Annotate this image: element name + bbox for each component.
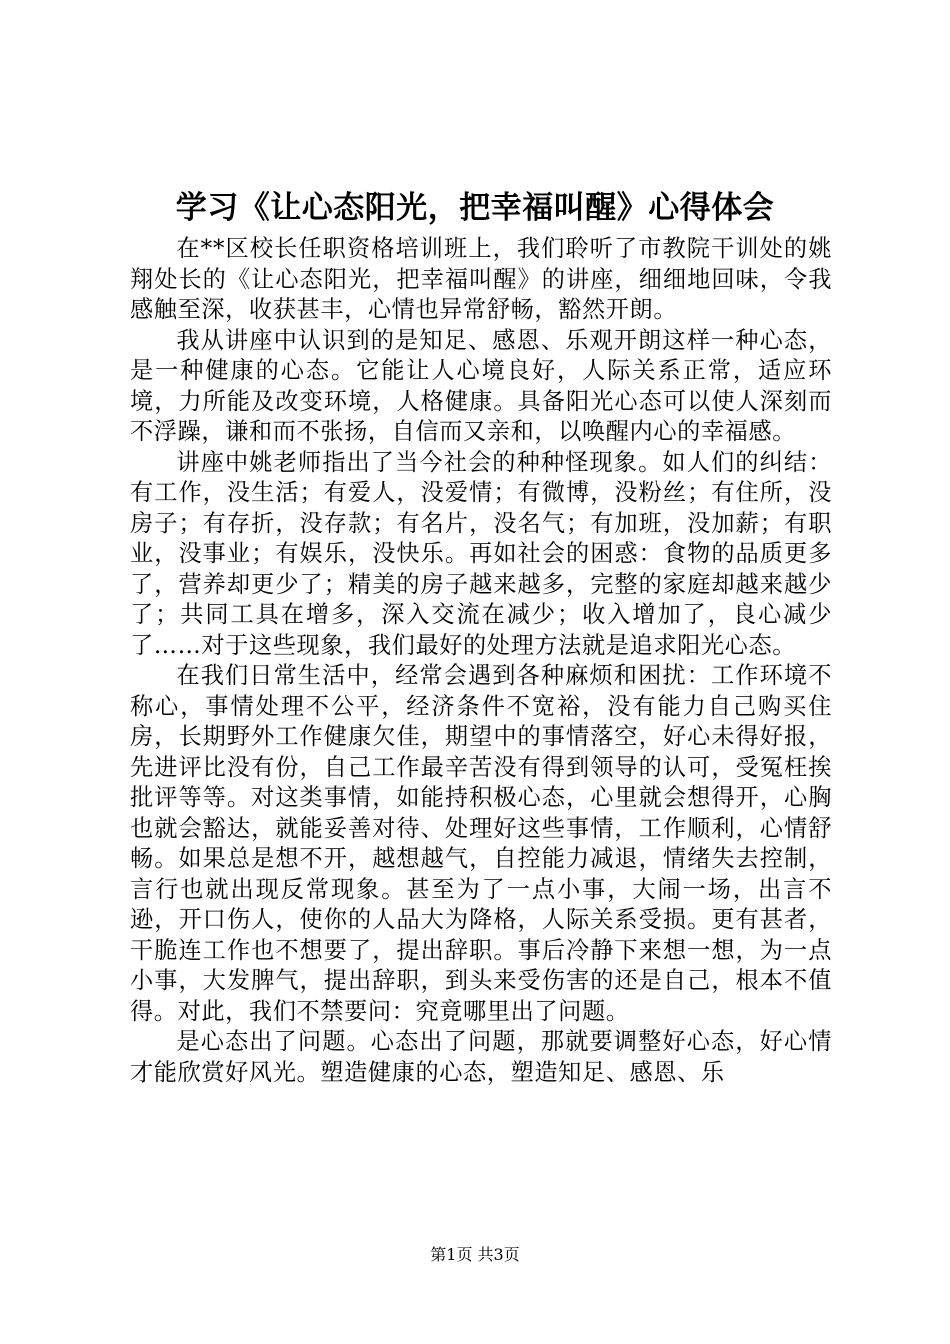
page-footer: 第1页 共3页: [430, 1245, 520, 1264]
paragraph-2: 我从讲座中认识到的是知足、感恩、乐观开朗这样一种心态，是一种健康的心态。它能让人心境良好，人际关系正常，适应环境，力所能及改变环境，人格健康。具备阳光心态可以使人深刻而不浮躁，谦和而不张扬，自信而又亲和，以唤醒内心的幸福感。: [130, 326, 832, 445]
paragraph-4: 在我们日常生活中，经常会遇到各种麻烦和困扰：工作环境不称心，事情处理不公平，经济条件不宽裕，没有能力自己购买住房，长期野外工作健康欠佳，期望中的事情落空，好心未得好报，先进评比没有份，自己工作最辛苦没有得到领导的认可，受冤枉挨批评等等。对这类事情，如能持积极心态，心里就会想得开，心胸也就会豁达，就能妥善对待、处理好这些事情，工作顺利，心情舒畅。如果总是想不开，越想越气，自控能力减退，情绪失去控制，言行也就出现反常现象。甚至为了一点小事，大闹一场，出言不逊，开口伤人，使你的人品大为降格，人际关系受损。更有甚者，干脆连工作也不想要了，提出辞职。事后冷静下来想一想，为一点小事，大发脾气，提出辞职，到头来受伤害的还是自己，根本不值得。对此，我们不禁要问：究竟哪里出了问题。: [130, 662, 832, 1025]
paragraph-5: 是心态出了问题。心态出了问题，那就要调整好心态，好心情才能欣赏好风光。塑造健康的心态，塑造知足、感恩、乐: [130, 1028, 832, 1086]
paragraph-1: 在**区校长任职资格培训班上，我们聆听了市教院干训处的姚翔处长的《让心态阳光，把幸福叫醒》的讲座，细细地回味，令我感触至深，收获甚丰，心情也异常舒畅，豁然开朗。: [130, 235, 832, 323]
document-title: 学习《让心态阳光，把幸福叫醒》心得体会: [175, 190, 775, 226]
document-body: [130, 234, 832, 1088]
paragraph-3: 讲座中姚老师指出了当今社会的种种怪现象。如人们的纠结：有工作，没生活；有爱人，没爱情；有微博，没粉丝；有住所，没房子；有存折，没存款；有名片，没名气；有加班，没加薪；有职业，没事业；有娱乐，没快乐。再如社会的困惑：食物的品质更多了，营养却更少了；精美的房子越来越多，完整的家庭却越来越少了；共同工具在增多，深入交流在减少；收入增加了，良心减少了……对于这些现象，我们最好的处理方法就是追求阳光心态。: [130, 448, 832, 659]
